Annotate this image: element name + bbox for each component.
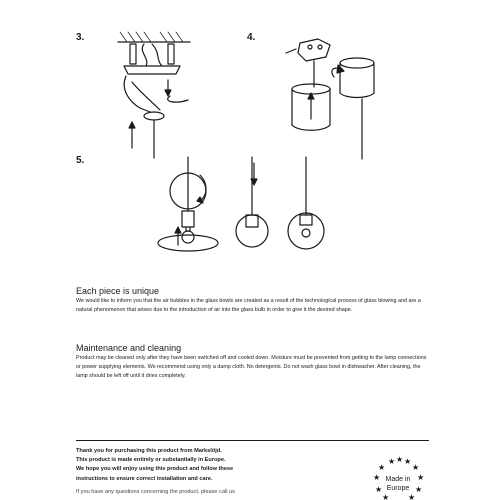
connector-screw-1 [308, 45, 312, 49]
right-dowel [168, 44, 174, 64]
maintenance-body: Product may be cleaned only after they have been switched off and cooled down. Moisture must be prevented from getting to the lamp connections or power supplying elements. We recommend using only a damp cloth. No detergents. Do not wash glass bowl in dishwasher. After cleaning, the lamp should be left off until it dries completely. [76, 355, 427, 380]
footer-line-4: instructions to ensure correct installation and care. [76, 475, 213, 482]
cup-bottom [340, 93, 374, 98]
lower-globe-figure [236, 157, 268, 247]
footer-text [76, 447, 336, 497]
svg-text:★: ★ [388, 457, 396, 466]
svg-text:★: ★ [378, 463, 386, 472]
bulb-c [302, 229, 310, 237]
socket-b [246, 215, 258, 227]
socket-c [300, 215, 312, 225]
glass-globe-c [288, 213, 324, 249]
unique-title: Each piece is unique [76, 286, 160, 296]
connector-block [298, 39, 330, 61]
rotate-arrow-a-head [197, 197, 203, 203]
svg-text:★: ★ [412, 463, 420, 472]
svg-text:★: ★ [396, 456, 404, 464]
badge-line-1: Made in [385, 476, 411, 483]
svg-text:★: ★ [373, 473, 381, 482]
mounting-bracket [124, 66, 180, 74]
power-cable-2 [152, 44, 162, 66]
step-4-number: 4. [247, 32, 256, 43]
finished-lamp-figure [288, 157, 324, 249]
rotate-arrow [168, 96, 188, 102]
footer-line-5: If you have any questions concerning the product, please call us [76, 488, 235, 495]
footer-divider [76, 440, 429, 441]
up-arrow-a-head [175, 227, 181, 233]
glass-globe-b [236, 215, 268, 247]
footer-line-1: Thank you for purchasing this product from Markslöjd. [76, 448, 222, 454]
step-5-illustration [150, 155, 340, 255]
svg-text:★: ★ [404, 457, 412, 466]
ceiling-hatch [118, 32, 190, 42]
svg-text:★: ★ [375, 485, 383, 494]
svg-text:★: ★ [415, 485, 423, 494]
step-3-number: 3. [76, 32, 85, 43]
footer-line-3: We hope you will enjoy using this product and follow these [76, 466, 234, 473]
screw-arrow-head [165, 90, 171, 96]
bulb-a [182, 231, 194, 243]
socket-a [182, 211, 194, 227]
svg-text:★: ★ [408, 493, 416, 500]
left-dowel [130, 44, 136, 64]
svg-text:★: ★ [417, 473, 425, 482]
svg-text:★: ★ [382, 493, 390, 500]
bulb-base-a [186, 227, 190, 231]
shade-bottom [292, 125, 330, 130]
made-in-europe-badge [366, 456, 430, 500]
wire-left [286, 49, 296, 53]
footer-line-2: This product is made entirely or substantially in Europe. [76, 457, 226, 464]
connector-screw-2 [318, 45, 322, 49]
canopy-arm [124, 76, 150, 112]
up-arrow-head [129, 122, 135, 128]
step-5-number: 5. [76, 155, 85, 166]
power-cable [142, 44, 147, 66]
unique-body: We would like to inform you that the air bubbles in the glass bowls are created as a result of the technological process of glass blowing and are a natural phenomenon that arises due to the introduction of air into the glass bulb in order to give it the desired shape. [76, 298, 421, 314]
maintenance-title: Maintenance and cleaning [76, 343, 182, 353]
bulb-insert-figure [158, 157, 218, 251]
canopy-cup [144, 112, 164, 120]
badge-line-2: Europe [386, 485, 410, 492]
cup-top [340, 58, 374, 68]
step-3-illustration [110, 30, 220, 160]
step-4-illustration [282, 35, 392, 160]
